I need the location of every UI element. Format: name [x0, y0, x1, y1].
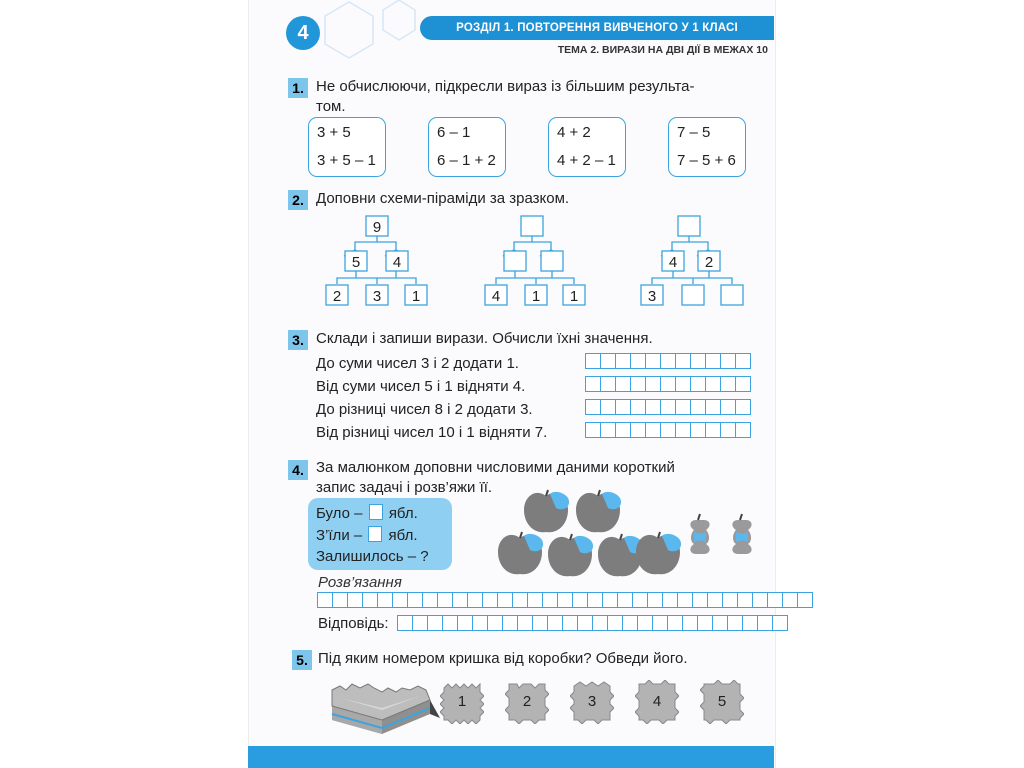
- lid-number: 3: [587, 693, 597, 710]
- pyramid-1-middle-left[interactable]: 5: [351, 254, 361, 271]
- expression[interactable]: 4 + 2: [557, 124, 591, 141]
- pyramid-3-middle-left[interactable]: 4: [668, 254, 678, 271]
- expression-pair-2: [428, 117, 506, 177]
- pyramid-1-middle-right[interactable]: 4: [392, 254, 402, 271]
- task1-text-line2: том.: [316, 98, 346, 115]
- left-label: Залишилось – ?: [316, 548, 429, 565]
- expression-pair-1: [308, 117, 386, 177]
- expression[interactable]: 4 + 2 – 1: [557, 152, 616, 169]
- task3-line-4: Від різниці чисел 10 і 1 відняти 7.: [316, 424, 548, 441]
- task4-text-line2: запис задачі і розв’яжи її.: [316, 479, 493, 496]
- expression[interactable]: 6 – 1 + 2: [437, 152, 496, 169]
- answer-label: Відповідь:: [318, 615, 389, 632]
- topic-title: ТЕМА 2. ВИРАЗИ НА ДВІ ДІЇ В МЕЖАХ 10: [557, 44, 768, 56]
- solution-grid[interactable]: [318, 592, 813, 608]
- expression[interactable]: 7 – 5 + 6: [677, 152, 736, 169]
- ate-label: З’їли –: [316, 527, 363, 544]
- task3-line-1: До суми чисел 3 і 2 додати 1.: [316, 355, 519, 372]
- expression[interactable]: 3 + 5 – 1: [317, 152, 376, 169]
- task-number-3: 3.: [288, 330, 308, 350]
- pyramid-2-bottom-right[interactable]: 1: [569, 288, 579, 305]
- lid-option-5[interactable]: [700, 680, 744, 724]
- expression[interactable]: 3 + 5: [317, 124, 351, 141]
- task-number-5: 5.: [292, 650, 312, 670]
- was-unit: ябл.: [388, 505, 418, 522]
- pyramid-3-middle-right[interactable]: 2: [704, 254, 714, 271]
- pyramid-1-bottom-center[interactable]: 3: [372, 288, 382, 305]
- task4-text-line1: За малюнком доповни числовими даними короткий: [316, 459, 675, 476]
- task-number-2: 2.: [288, 190, 308, 210]
- task1-text-line1: Не обчислюючи, підкресли вираз із більшим результа-: [316, 78, 695, 95]
- task2-text: Доповни схеми-піраміди за зразком.: [316, 190, 570, 207]
- pyramid-1-bottom-right[interactable]: 1: [411, 288, 421, 305]
- task-number-1: 1.: [288, 78, 308, 98]
- answer-grid-4[interactable]: [586, 422, 751, 438]
- chapter-banner: РОЗДІЛ 1. ПОВТОРЕННЯ ВИВЧЕНОГО У 1 КЛАСІ: [420, 16, 774, 40]
- lid-option-4[interactable]: [635, 680, 679, 724]
- page-number: 4: [286, 16, 320, 50]
- lid-number: 4: [652, 693, 662, 710]
- lid-option-1[interactable]: [440, 680, 484, 724]
- task-number-4: 4.: [288, 460, 308, 480]
- pyramid-3-bottom-left[interactable]: 3: [647, 288, 657, 305]
- solution-label: Розв’язання: [318, 574, 402, 591]
- answer-grid-1[interactable]: [586, 353, 751, 369]
- open-box-illustration: [322, 678, 440, 740]
- pyramid-schemes: [310, 208, 770, 312]
- lid-number: 2: [522, 693, 532, 710]
- pyramid-1-top[interactable]: 9: [372, 219, 382, 236]
- expression-pair-3: [548, 117, 626, 177]
- was-row: [316, 504, 418, 522]
- pyramid-2-bottom-center[interactable]: 1: [531, 288, 541, 305]
- task3-text: Склади і запиши вирази. Обчисли їхні значення.: [316, 330, 653, 347]
- expression[interactable]: 6 – 1: [437, 124, 471, 141]
- task3-line-2: Від суми чисел 5 і 1 відняти 4.: [316, 378, 526, 395]
- page-footer-band: [248, 746, 774, 768]
- apples-illustration: [492, 484, 772, 582]
- task3-line-3: До різниці чисел 8 і 2 додати 3.: [316, 401, 533, 418]
- answer-grid-3[interactable]: [586, 399, 751, 415]
- ate-input-box[interactable]: [368, 526, 382, 542]
- task5-text: Під яким номером кришка від коробки? Обведи його.: [318, 650, 688, 667]
- lid-option-2[interactable]: [505, 680, 549, 724]
- was-input-box[interactable]: [369, 504, 383, 520]
- lid-number: 1: [457, 693, 467, 710]
- expression-pair-4: [668, 117, 746, 177]
- ate-unit: ябл.: [388, 527, 418, 544]
- pyramid-2-bottom-left[interactable]: 4: [491, 288, 501, 305]
- answer-grid[interactable]: [398, 615, 788, 631]
- lid-number: 5: [717, 693, 727, 710]
- expression[interactable]: 7 – 5: [677, 124, 711, 141]
- ate-row: [316, 526, 418, 544]
- lid-option-3[interactable]: [570, 680, 614, 724]
- answer-grid-2[interactable]: [586, 376, 751, 392]
- pyramid-1-bottom-left[interactable]: 2: [332, 288, 342, 305]
- short-record-box: [308, 498, 452, 570]
- was-label: Було –: [316, 505, 363, 522]
